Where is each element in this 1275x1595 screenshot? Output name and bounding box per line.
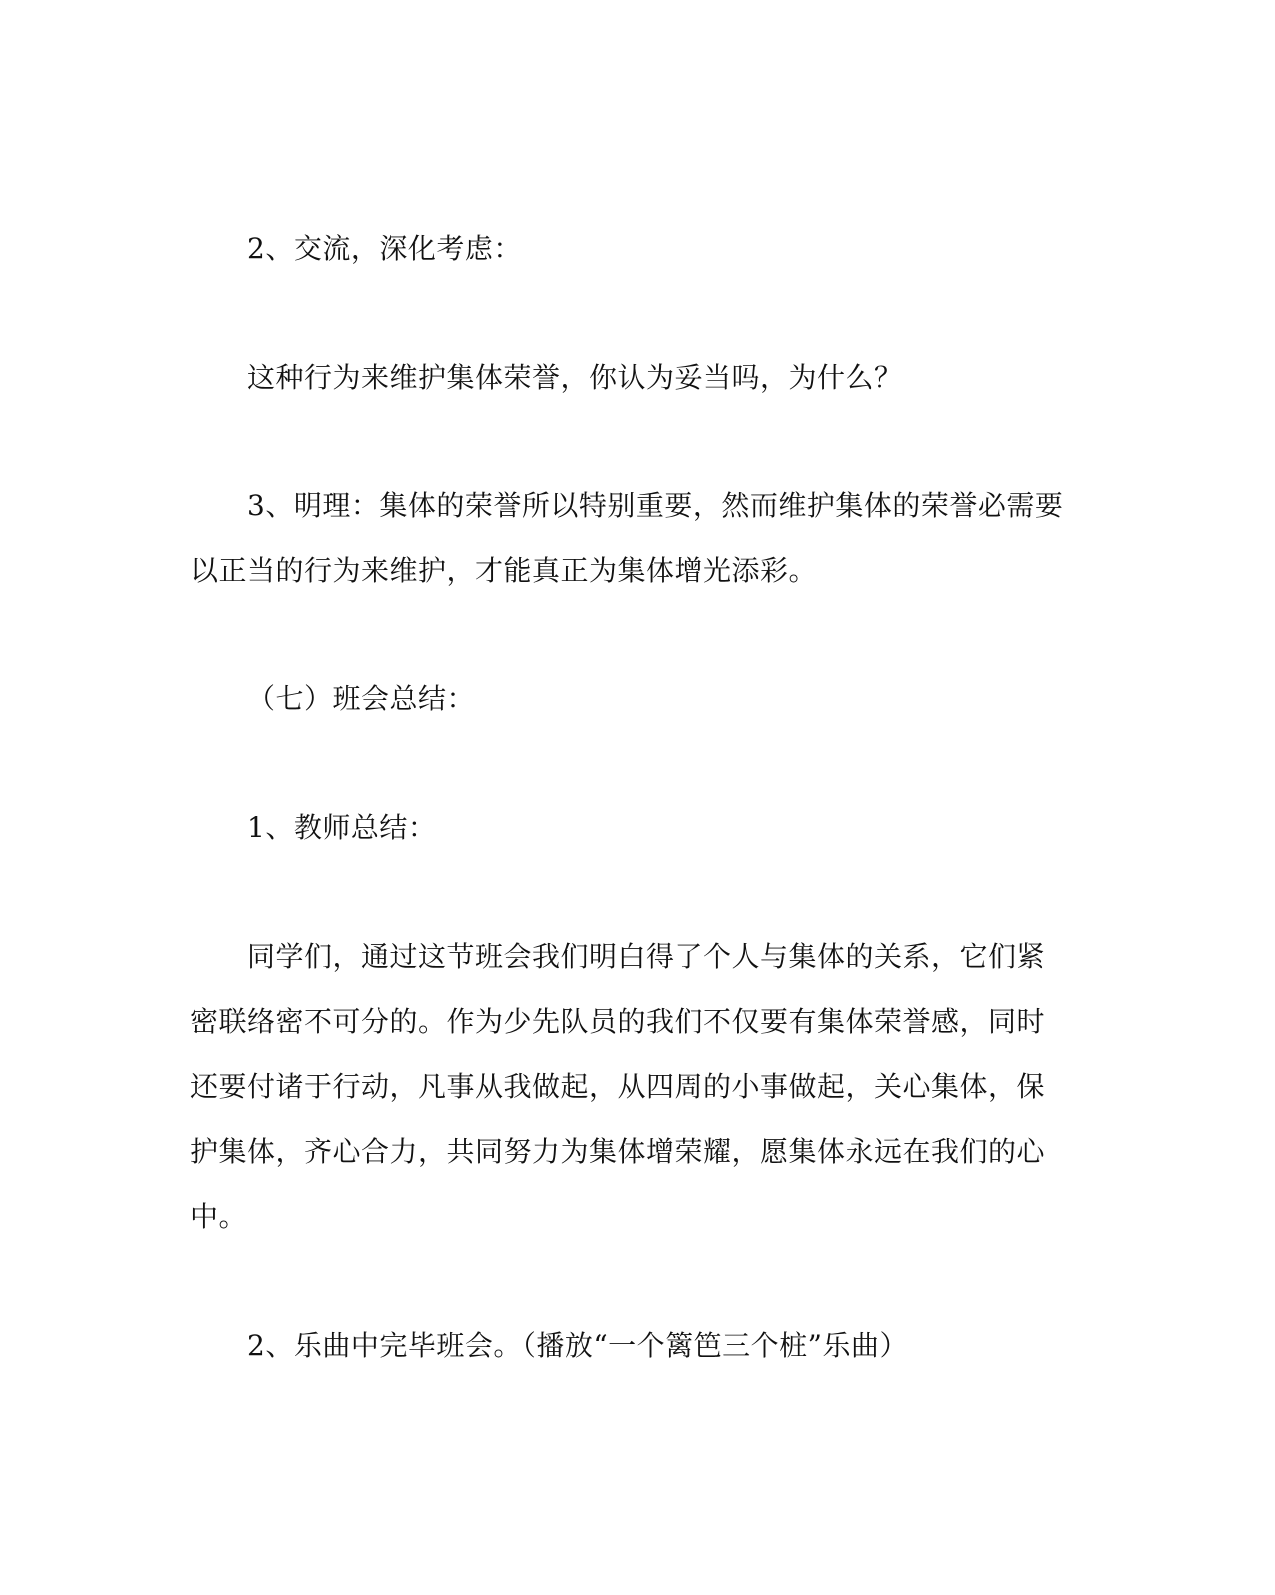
text-line: 护集体，齐心合力，共同努力为集体增荣耀，愿集体永远在我们的心 — [190, 1135, 1046, 1168]
text-line: 3、明理：集体的荣誉所以特别重要，然而维护集体的荣誉必需要 — [247, 489, 1064, 522]
text-line: 同学们，通过这节班会我们明白得了个人与集体的关系，它们紧 — [247, 940, 1046, 973]
paragraph-exchange-reflection — [190, 216, 1070, 281]
text-line: （七）班会总结： — [247, 682, 476, 715]
paragraph-closing-music — [190, 1313, 1070, 1378]
text-line: 中。 — [190, 1200, 248, 1233]
text-line: 还要付诸于行动，凡事从我做起，从四周的小事做起，关心集体，保 — [190, 1070, 1046, 1103]
text-line: 1、教师总结： — [247, 811, 437, 844]
text-line: 密联络密不可分的。作为少先队员的我们不仅要有集体荣誉感，同时 — [190, 1005, 1046, 1038]
section-heading-summary — [190, 666, 1070, 731]
text-line: 2、交流，深化考虑： — [247, 232, 522, 265]
text-line: 2、乐曲中完毕班会。（播放“一个篱笆三个桩”乐曲） — [247, 1329, 908, 1362]
text-line: 这种行为来维护集体荣誉，你认为妥当吗，为什么？ — [247, 361, 903, 394]
paragraph-question — [190, 345, 1070, 410]
text-line: 以正当的行为来维护，才能真正为集体增光添彩。 — [190, 554, 818, 587]
paragraph-teacher-summary-heading — [190, 795, 1070, 860]
paragraph-understanding — [190, 473, 1070, 603]
paragraph-teacher-summary-body — [190, 924, 1070, 1249]
